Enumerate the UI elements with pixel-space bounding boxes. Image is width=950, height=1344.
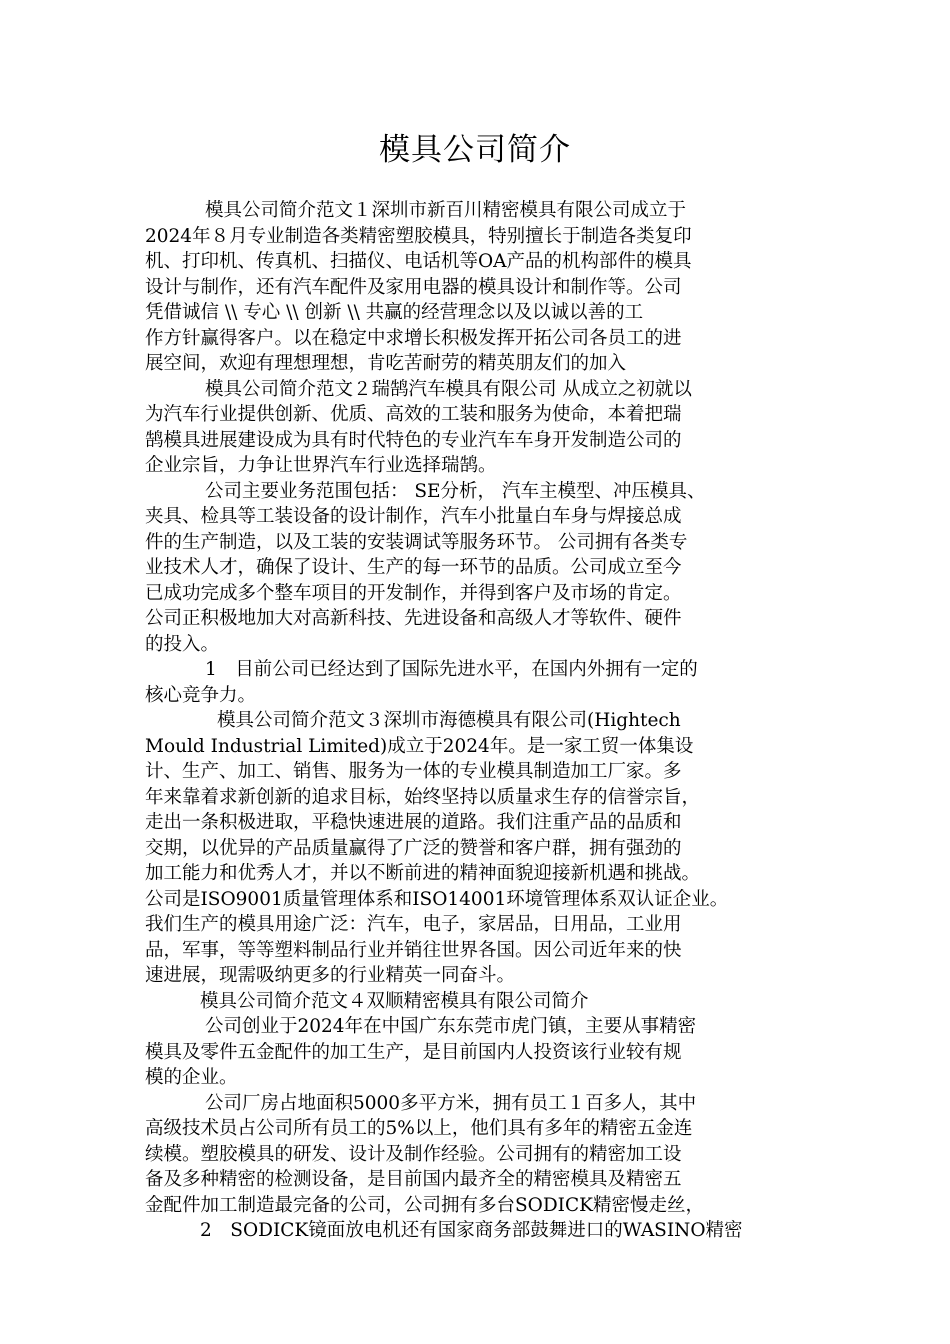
text-line: 模具公司简介范文２瑞鹄汽车模具有限公司 从成立之初就以 xyxy=(205,378,692,400)
text-line: 我们生产的模具用途广泛：汽车，电子，家居品，日用品，工业用 xyxy=(145,914,682,935)
text-line: Mould Industrial Limited)成立于2024年。是一家工贸一体集设 xyxy=(145,735,694,757)
text-line: 机、打印机、传真机、扫描仪、电话机等OA产品的机构部件的模具 xyxy=(145,251,692,272)
text-line: 业技术人才，确保了设计、生产的每一环节的品质。公司成立至今 xyxy=(145,557,682,578)
text-line: 件的生产制造，以及工装的安装调试等服务环节。 公司拥有各类专 xyxy=(145,531,688,553)
text-line: 公司正积极地加大对高新科技、先进设备和高级人才等软件、硬件 xyxy=(145,608,682,629)
text-line: 金配件加工制造最完备的公司，公司拥有多台SODICK精密慢走丝， xyxy=(145,1194,704,1216)
text-line: 公司厂房占地面积5000多平方米，拥有员工１百多人，其中 xyxy=(205,1092,697,1114)
text-line: 走出一条积极进取，平稳快速进展的道路。我们注重产品的品质和 xyxy=(145,812,682,833)
text-line: 企业宗旨，力争让世界汽车行业选择瑞鹄。 xyxy=(145,455,497,476)
text-line: 作方针赢得客户。以在稳定中求增长积极发挥开拓公司各员工的进 xyxy=(145,327,682,349)
text-line: 公司主要业务范围包括： SE分析， 汽车主模型、冲压模具、 xyxy=(205,480,706,502)
document-body xyxy=(145,198,815,1244)
text-line: 模的企业。 xyxy=(145,1067,238,1088)
text-line: 模具公司简介范文３深圳市海德模具有限公司(Hightech xyxy=(217,710,681,731)
text-line: 交期，以优异的产品质量赢得了广泛的赞誉和客户群，拥有强劲的 xyxy=(145,837,682,859)
text-line: 的投入。 xyxy=(145,633,220,655)
text-line: 模具及零件五金配件的加工生产，是目前国内人投资该行业较有规 xyxy=(145,1041,682,1063)
text-line: 计、生产、加工、销售、服务为一体的专业模具制造加工厂家。多 xyxy=(145,761,682,782)
text-line: 年来靠着求新创新的追求目标，始终坚持以质量求生存的信誉宗旨， xyxy=(145,786,701,808)
text-line: 已成功完成多个整车项目的开发制作，并得到客户及市场的肯定。 xyxy=(145,582,682,604)
text-line: 2024年８月专业制造各类精密塑胶模具，特别擅长于制造各类复印 xyxy=(145,225,692,247)
text-line: 模具公司简介范文４双顺精密模具有限公司简介 xyxy=(200,990,589,1012)
text-line: 备及多种精密的检测设备，是目前国内最齐全的精密模具及精密五 xyxy=(145,1169,682,1190)
text-line: 展空间，欢迎有理想理想，肯吃苦耐劳的精英朋友们的加入 xyxy=(145,353,627,374)
text-line: 高级技术员占公司所有员工的5%以上，他们具有多年的精密五金连 xyxy=(145,1118,693,1139)
text-line: 模具公司简介范文１深圳市新百川精密模具有限公司成立于 xyxy=(205,200,687,221)
text-line: 鹄模具进展建设成为具有时代特色的专业汽车车身开发制造公司的 xyxy=(145,429,682,451)
text-line: 续模。塑胶模具的研发、设计及制作经验。公司拥有的精密加工设 xyxy=(145,1143,682,1165)
text-line: 设计与制作，还有汽车配件及家用电器的模具设计和制作等。公司 xyxy=(145,276,682,298)
text-line: 核心竞争力。 xyxy=(145,684,257,706)
text-line: 速进展，现需吸纳更多的行业精英一同奋斗。 xyxy=(145,965,516,986)
text-line: 公司创业于2024年在中国广东东莞市虎门镇，主要从事精密 xyxy=(205,1016,697,1037)
text-line: 2 SODICK镜面放电机还有国家商务部鼓舞进口的WASINO精密 xyxy=(200,1220,743,1241)
text-line: 加工能力和优秀人才，并以不断前进的精神面貌迎接新机遇和挑战。 xyxy=(145,863,701,884)
text-line: 凭借诚信 \\ 专心 \\ 创新 \\ 共赢的经营理念以及以诚以善的工 xyxy=(145,302,644,323)
text-line: 公司是ISO9001质量管理体系和ISO14001环境管理体系双认证企业。 xyxy=(145,888,729,910)
text-line: 夹具、检具等工装设备的设计制作，汽车小批量白车身与焊接总成 xyxy=(145,506,682,527)
text-line: 品，军事，等等塑料制品行业并销往世界各国。因公司近年来的快 xyxy=(145,939,682,961)
text-line: 为汽车行业提供创新、优质、高效的工装和服务为使命，本着把瑞 xyxy=(145,404,682,425)
document-title: 模具公司简介 xyxy=(379,132,571,168)
text-line: 1 目前公司已经达到了国际先进水平，在国内外拥有一定的 xyxy=(205,659,698,680)
